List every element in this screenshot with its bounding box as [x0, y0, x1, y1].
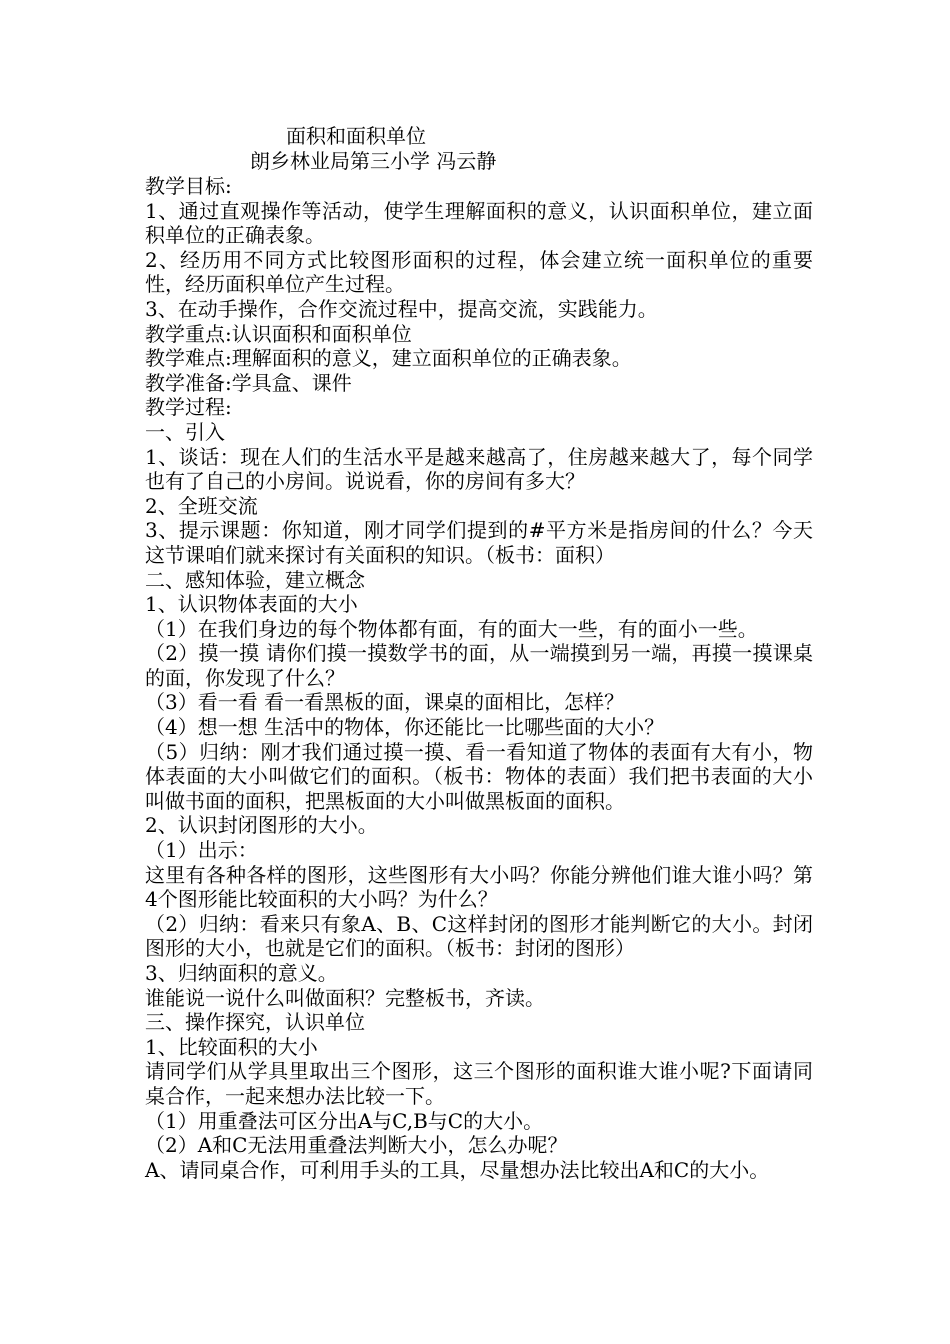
paragraph: 3、提示课题：你知道，刚才同学们提到的#平方米是指房间的什么？今天这节课咱们就来探讨有关面积的知识。（板书：面积）	[145, 518, 813, 567]
paragraph: 2、经历用不同方式比较图形面积的过程，体会建立统一面积单位的重要性，经历面积单位产生过程。	[145, 247, 813, 297]
paragraph: 谁能说一说什么叫做面积？完整板书，齐读。	[145, 985, 545, 1010]
paragraph: （2）A和C无法用重叠法判断大小，怎么办呢？	[145, 1133, 568, 1158]
paragraph: 1、通过直观操作等活动，使学生理解面积的意义，认识面积单位，建立面积单位的正确表象。	[145, 198, 813, 248]
paragraph: （4）想一想 生活中的物体，你还能比一比哪些面的大小？	[145, 715, 665, 740]
paragraph: （2）归纳：看来只有象A、B、C这样封闭的图形才能判断它的大小。封闭图形的大小，也就是它们的面积。（板书：封闭的图形）	[145, 911, 813, 961]
paragraph: 2、全班交流	[145, 493, 258, 518]
paragraph: 二、感知体验，建立概念	[145, 567, 365, 592]
paragraph: 教学准备:学具盒、课件	[145, 370, 352, 395]
paragraph: 教学重点:认识面积和面积单位	[145, 321, 412, 346]
paragraph: （1）在我们身边的每个物体都有面，有的面大一些，有的面小一些。	[145, 616, 758, 641]
paragraph: 教学难点:理解面积的意义，建立面积单位的正确表象。	[145, 346, 632, 371]
document-author: 朗乡林业局第三小学 冯云静	[250, 149, 497, 173]
paragraph: 请同学们从学具里取出三个图形，这三个图形的面积谁大谁小呢?下面请同桌合作，一起来想办法比较一下。	[145, 1059, 813, 1108]
paragraph: 3、在动手操作，合作交流过程中，提高交流，实践能力。	[145, 296, 658, 321]
paragraph: （1）用重叠法可区分出A与C,B与C的大小。	[145, 1108, 544, 1133]
paragraph: 1、比较面积的大小	[145, 1034, 318, 1059]
paragraph: 3、归纳面积的意义。	[145, 961, 338, 985]
paragraph: 2、认识封闭图形的大小。	[145, 813, 378, 838]
document-body	[145, 174, 813, 1182]
paragraph: 1、谈话：现在人们的生活水平是越来越高了，住房越来越大了，每个同学也有了自己的小房间。说说看，你的房间有多大？	[145, 444, 813, 494]
paragraph: 1、认识物体表面的大小	[145, 592, 358, 617]
paragraph: 三、操作探究，认识单位	[145, 1010, 365, 1035]
paragraph: （1）出示：	[145, 838, 258, 863]
paragraph: 教学过程:	[145, 395, 232, 420]
paragraph: （5）归纳：刚才我们通过摸一摸、看一看知道了物体的表面有大有小，物体表面的大小叫做它们的面积。（板书：物体的表面）我们把书表面的大小叫做书面的面积，把黑板面的大小叫做黑板面的面积。	[145, 739, 813, 813]
paragraph: 一、引入	[145, 419, 225, 444]
paragraph: 教学目标:	[145, 174, 232, 198]
paragraph: （3）看一看 看一看黑板的面，课桌的面相比，怎样？	[145, 690, 625, 715]
paragraph: 这里有各种各样的图形，这些图形有大小吗？你能分辨他们谁大谁小吗？第4个图形能比较面积的大小吗？为什么？	[145, 862, 813, 912]
paragraph: （2）摸一摸 请你们摸一摸数学书的面，从一端摸到另一端，再摸一摸课桌的面，你发现了什么？	[145, 641, 813, 690]
document-title: 面积和面积单位	[286, 124, 426, 148]
paragraph: A、请同桌合作，可利用手头的工具，尽量想办法比较出A和C的大小。	[145, 1157, 770, 1182]
